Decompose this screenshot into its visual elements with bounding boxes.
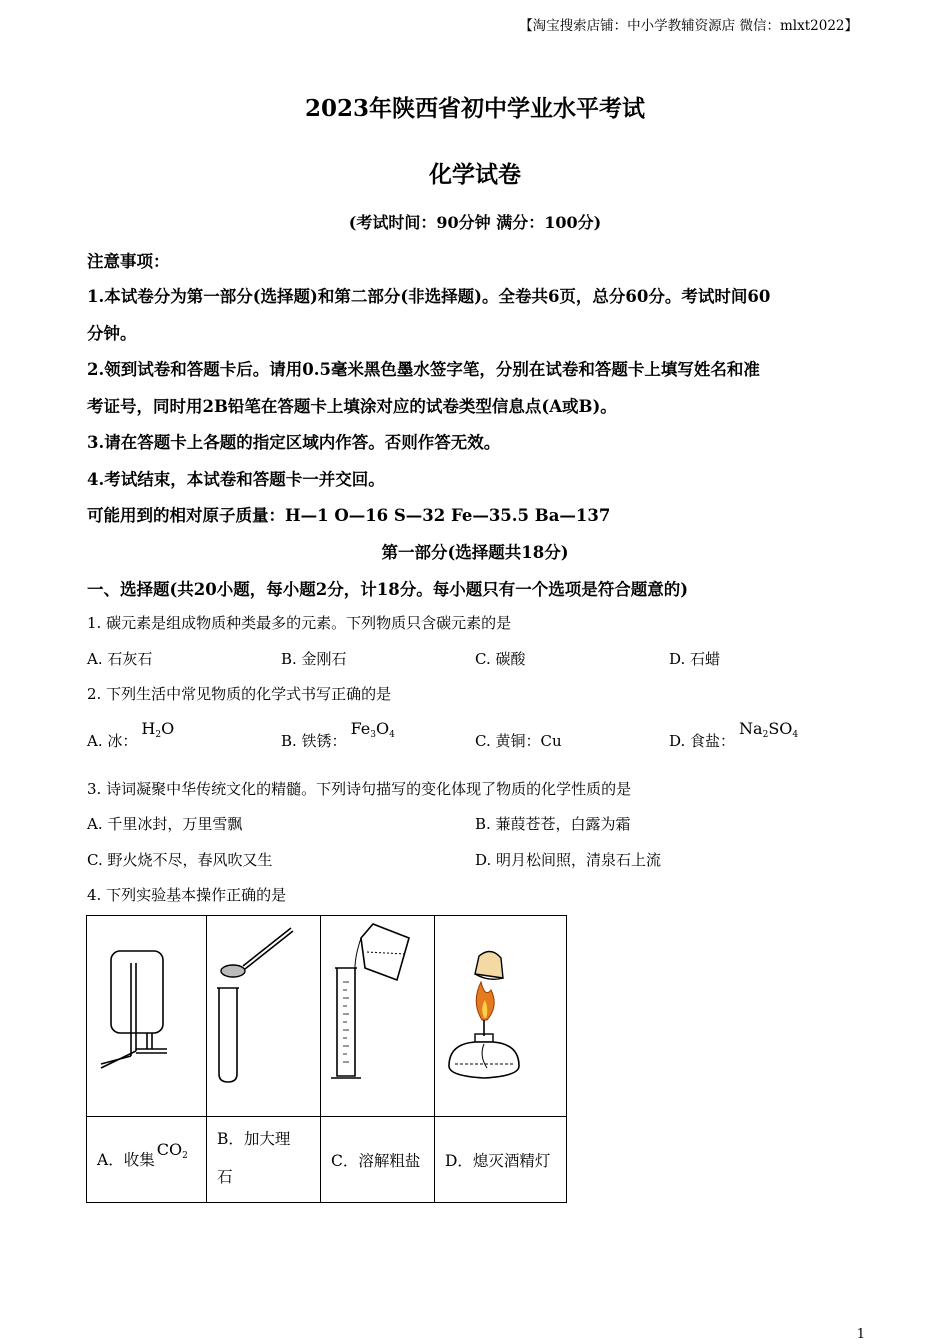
q4-option-c: C．溶解粗盐: [321, 1117, 435, 1203]
section1-title: 一、选择题(共20小题，每小题2分，计18分。每小题只有一个选项是符合题意的): [87, 580, 689, 599]
graduated-cylinder-icon: [321, 916, 434, 1112]
q3-stem: 3. 诗词凝聚中华传统文化的精髓。下列诗句描写的变化体现了物质的化学性质的是: [87, 780, 632, 798]
q2-a-formula: $H_2O$: [141, 719, 175, 740]
q1-option-c: C. 碳酸: [475, 650, 526, 668]
q2-option-c: C. 黄铜：Cu: [475, 732, 562, 750]
note-1-line-2: 分钟。: [87, 324, 137, 343]
q1-option-a: A. 石灰石: [87, 650, 153, 668]
alcohol-lamp-icon: [435, 916, 566, 1112]
q4-options-table: [86, 915, 567, 1203]
q4-image-b: [207, 916, 321, 1117]
q2-option-d: [669, 719, 799, 752]
q3-option-b: B. 蒹葭苍苍，白露为霜: [475, 815, 631, 833]
q2-a-label: A. 冰：: [87, 732, 138, 750]
header-note: 【淘宝搜索店铺：中小学教辅资源店 微信：mlxt2022】: [519, 18, 858, 34]
test-tube-spoon-icon: [207, 916, 320, 1112]
q3-option-c: C. 野火烧不尽，春风吹又生: [87, 851, 273, 869]
q2-stem: 2. 下列生活中常见物质的化学式书写正确的是: [87, 685, 392, 703]
q4-image-c: [321, 916, 435, 1117]
q2-d-label: D. 食盐：: [669, 732, 736, 750]
note-2-line-1: 2.领到试卷和答题卡后。请用0.5毫米黑色墨水签字笔，分别在试卷和答题卡上填写姓名和准: [87, 360, 760, 379]
q2-option-b: [281, 719, 395, 752]
q1-stem: 1. 碳元素是组成物质种类最多的元素。下列物质只含碳元素的是: [87, 614, 512, 632]
q4-stem: 4. 下列实验基本操作正确的是: [87, 886, 287, 904]
atomic-masses: 可能用到的相对原子质量：H—1 O—16 S—32 Fe—35.5 Ba—137: [87, 506, 611, 525]
q2-b-formula: $Fe_3O_4$: [350, 719, 395, 740]
q2-b-label: B. 铁锈：: [281, 732, 347, 750]
q4-image-d: [435, 916, 567, 1117]
q4-a-formula: $CO_2$: [156, 1140, 188, 1161]
q4-b-line-1: B．加大理: [217, 1130, 291, 1148]
note-2-line-2: 考证号，同时用2B铅笔在答题卡上填涂对应的试卷类型信息点(A或B)。: [87, 397, 617, 416]
q1-option-b: B. 金刚石: [281, 650, 347, 668]
exam-info: (考试时间：90分钟 满分：100分): [348, 213, 602, 232]
part1-title: 第一部分(选择题共18分): [381, 543, 569, 562]
page-title: 2023年陕西省初中学业水平考试: [304, 95, 645, 122]
note-3: 3.请在答题卡上各题的指定区域内作答。否则作答无效。: [87, 433, 501, 452]
gas-collection-bottle-icon: [87, 916, 206, 1112]
q4-option-d: D．熄灭酒精灯: [435, 1117, 567, 1203]
q2-option-a: [87, 719, 175, 752]
q4-b-line-2: 石: [217, 1168, 233, 1186]
page-number: 1: [856, 1327, 865, 1342]
notes-heading: 注意事项：: [87, 252, 170, 271]
q4-option-a: [87, 1117, 207, 1203]
q3-option-d: D. 明月松间照，清泉石上流: [475, 851, 662, 869]
q1-option-d: D. 石蜡: [669, 650, 721, 668]
q2-d-formula: $Na_2SO_4$: [739, 719, 799, 740]
note-1-line-1: 1.本试卷分为第一部分(选择题)和第二部分(非选择题)。全卷共6页，总分60分。考试时间60: [87, 287, 771, 306]
q4-image-a: [87, 916, 207, 1117]
page-subtitle: 化学试卷: [429, 161, 521, 188]
q3-option-a: A. 千里冰封，万里雪飘: [87, 815, 243, 833]
note-4: 4.考试结束，本试卷和答题卡一并交回。: [87, 470, 385, 489]
q4-option-b: [207, 1117, 321, 1203]
q4-a-label: A．收集: [97, 1151, 155, 1169]
